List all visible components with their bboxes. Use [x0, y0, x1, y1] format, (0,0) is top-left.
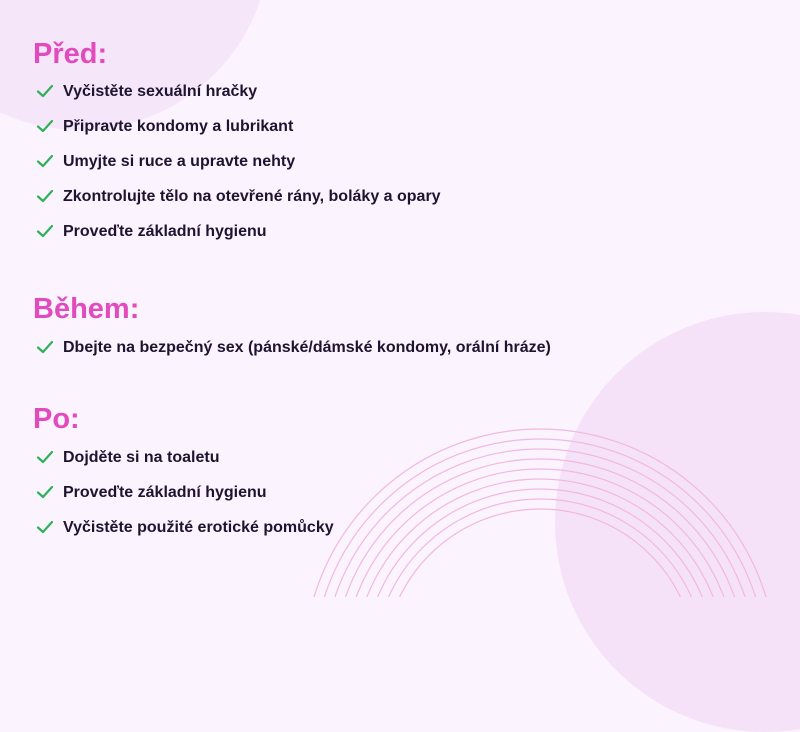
section-heading-before: Před:: [33, 38, 108, 70]
list-item: [33, 510, 334, 545]
checkmark-icon: [36, 118, 54, 134]
checklist-after: [33, 440, 334, 545]
list-item: [33, 144, 441, 179]
checklist-during: [33, 330, 551, 365]
list-item-label: Zkontrolujte tělo na otevřené rány, boláky a opary: [63, 188, 441, 205]
section-after: [33, 404, 334, 545]
checkmark-icon: [36, 519, 54, 535]
checkmark-icon: [36, 449, 54, 465]
checkmark-icon: [36, 484, 54, 500]
list-item-label: Dojděte si na toaletu: [63, 449, 220, 466]
list-item: [33, 179, 441, 214]
list-item-label: Dbejte na bezpečný sex (pánské/dámské kondomy, orální hráze): [63, 339, 551, 356]
list-item: [33, 330, 551, 365]
list-item-label: Proveďte základní hygienu: [63, 223, 267, 240]
section-during: [33, 294, 551, 365]
list-item: [33, 475, 334, 510]
checklist-before: [33, 74, 441, 249]
checkmark-icon: [36, 339, 54, 355]
list-item-label: Umyjte si ruce a upravte nehty: [63, 153, 296, 170]
list-item: [33, 74, 441, 109]
section-before: [33, 39, 441, 249]
list-item-label: Vyčistěte použité erotické pomůcky: [63, 519, 334, 536]
checkmark-icon: [36, 153, 54, 169]
list-item: [33, 214, 441, 249]
list-item: [33, 109, 441, 144]
list-item-label: Vyčistěte sexuální hračky: [63, 83, 258, 100]
checkmark-icon: [36, 223, 54, 239]
checkmark-icon: [36, 83, 54, 99]
section-heading-during: Během:: [33, 293, 140, 325]
checkmark-icon: [36, 188, 54, 204]
list-item-label: Připravte kondomy a lubrikant: [63, 118, 294, 135]
list-item: [33, 440, 334, 475]
list-item-label: Proveďte základní hygienu: [63, 484, 267, 501]
section-heading-after: Po:: [33, 403, 80, 435]
